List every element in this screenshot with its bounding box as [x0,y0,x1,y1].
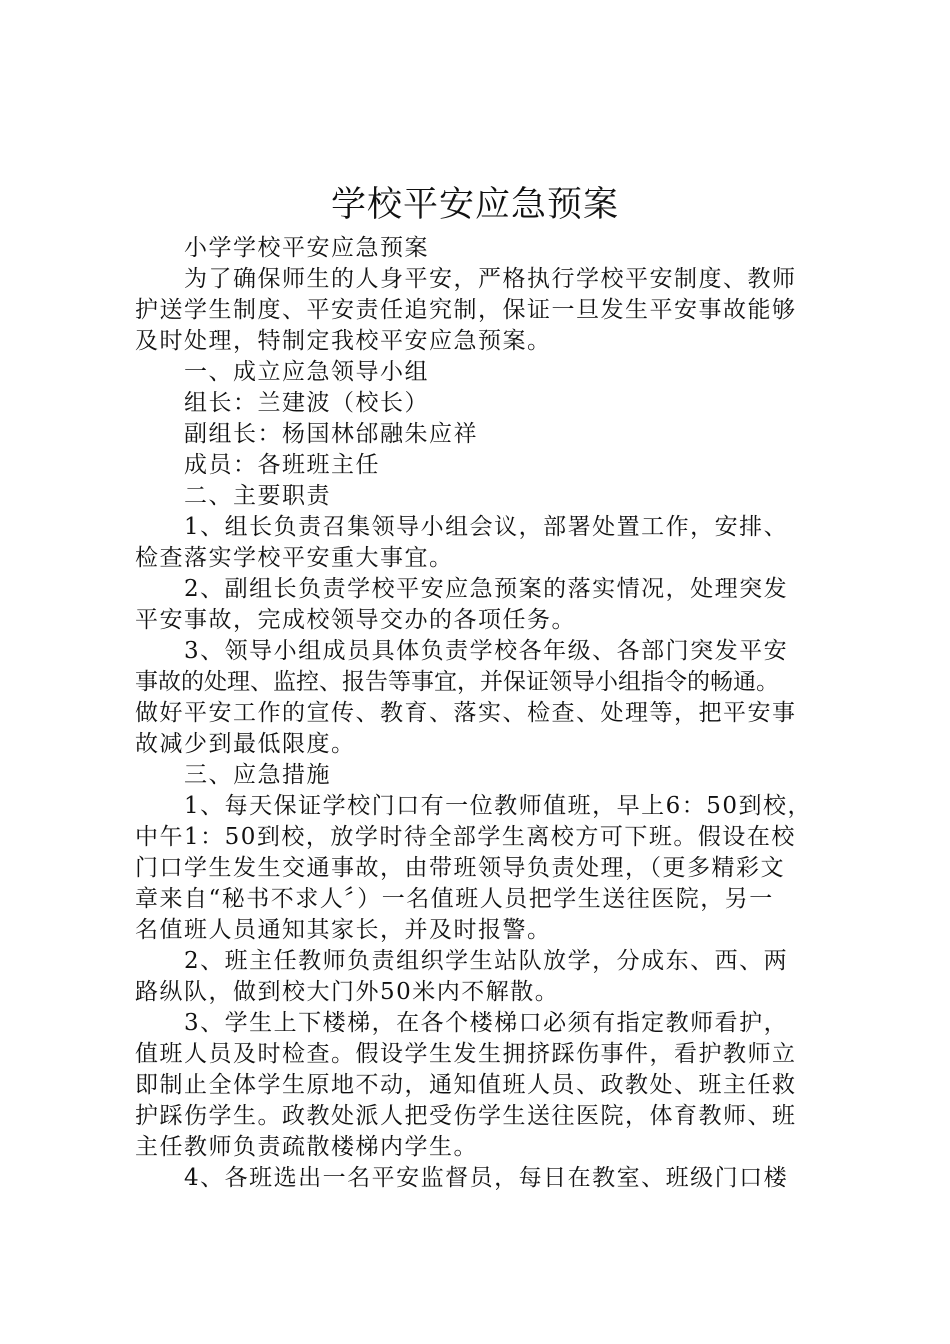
text-line: 故减少到最低限度。 [135,731,356,757]
text-line: 1、每天保证学校门口有一位教师值班，早上6：50到校， [184,793,813,819]
document-title: 学校平安应急预案 [330,185,619,225]
text-line: 章来自“秘书不求人〞）一名值班人员把学生送往医院，另一 [135,886,774,912]
section-heading: 一、成立应急领导小组 [184,359,429,385]
text-line: 为了确保师生的人身平安，严格执行学校平安制度、教师 [184,266,797,292]
text-line: 组长：兰建波（校长） [184,390,429,416]
text-line: 2、班主任教师负责组织学生站队放学，分成东、西、两 [184,948,789,974]
subtitle-line: 小学学校平安应急预案 [184,235,429,261]
text-line: 门口学生发生交通事故，由带班领导负责处理，（更多精彩文 [135,855,785,881]
section-heading: 三、应急措施 [184,762,331,788]
text-line: 3、领导小组成员具体负责学校各年级、各部门突发平安 [184,638,789,664]
text-line: 即制止全体学生原地不动，通知值班人员、政教处、班主任救 [135,1072,797,1098]
text-line: 路纵队，做到校大门外50米内不解散。 [135,979,560,1005]
text-line: 值班人员及时检查。假设学生发生拥挤踩伤事件，看护教师立 [135,1041,797,1067]
text-line: 事故的处理、监控、报告等事宜，并保证领导小组指令的畅通。 [135,669,779,695]
text-line: 主任教师负责疏散楼梯内学生。 [135,1134,478,1160]
text-line: 1、组长负责召集领导小组会议，部署处置工作，安排、 [184,514,789,540]
text-line: 检查落实学校平安重大事宜。 [135,545,454,571]
section-heading: 二、主要职责 [184,483,331,509]
text-line: 及时处理，特制定我校平安应急预案。 [135,328,552,354]
text-line: 做好平安工作的宣传、教育、落实、检查、处理等，把平安事 [135,700,797,726]
text-line: 名值班人员通知其家长，并及时报警。 [135,917,552,943]
text-line: 副组长：杨国林邰融朱应祥 [184,421,478,447]
text-line: 2、副组长负责学校平安应急预案的落实情况，处理突发 [184,576,789,602]
text-line: 3、学生上下楼梯，在各个楼梯口必须有指定教师看护， [184,1010,789,1036]
text-line: 平安事故，完成校领导交办的各项任务。 [135,607,576,633]
text-line: 护送学生制度、平安责任追究制，保证一旦发生平安事故能够 [135,297,797,323]
text-line: 护踩伤学生。政教处派人把受伤学生送往医院，体育教师、班 [135,1103,797,1129]
text-line: 4、各班选出一名平安监督员，每日在教室、班级门口楼 [184,1165,789,1191]
text-line: 中午1：50到校，放学时待全部学生离校方可下班。假设在校 [135,824,796,850]
text-line: 成员：各班班主任 [184,452,380,478]
